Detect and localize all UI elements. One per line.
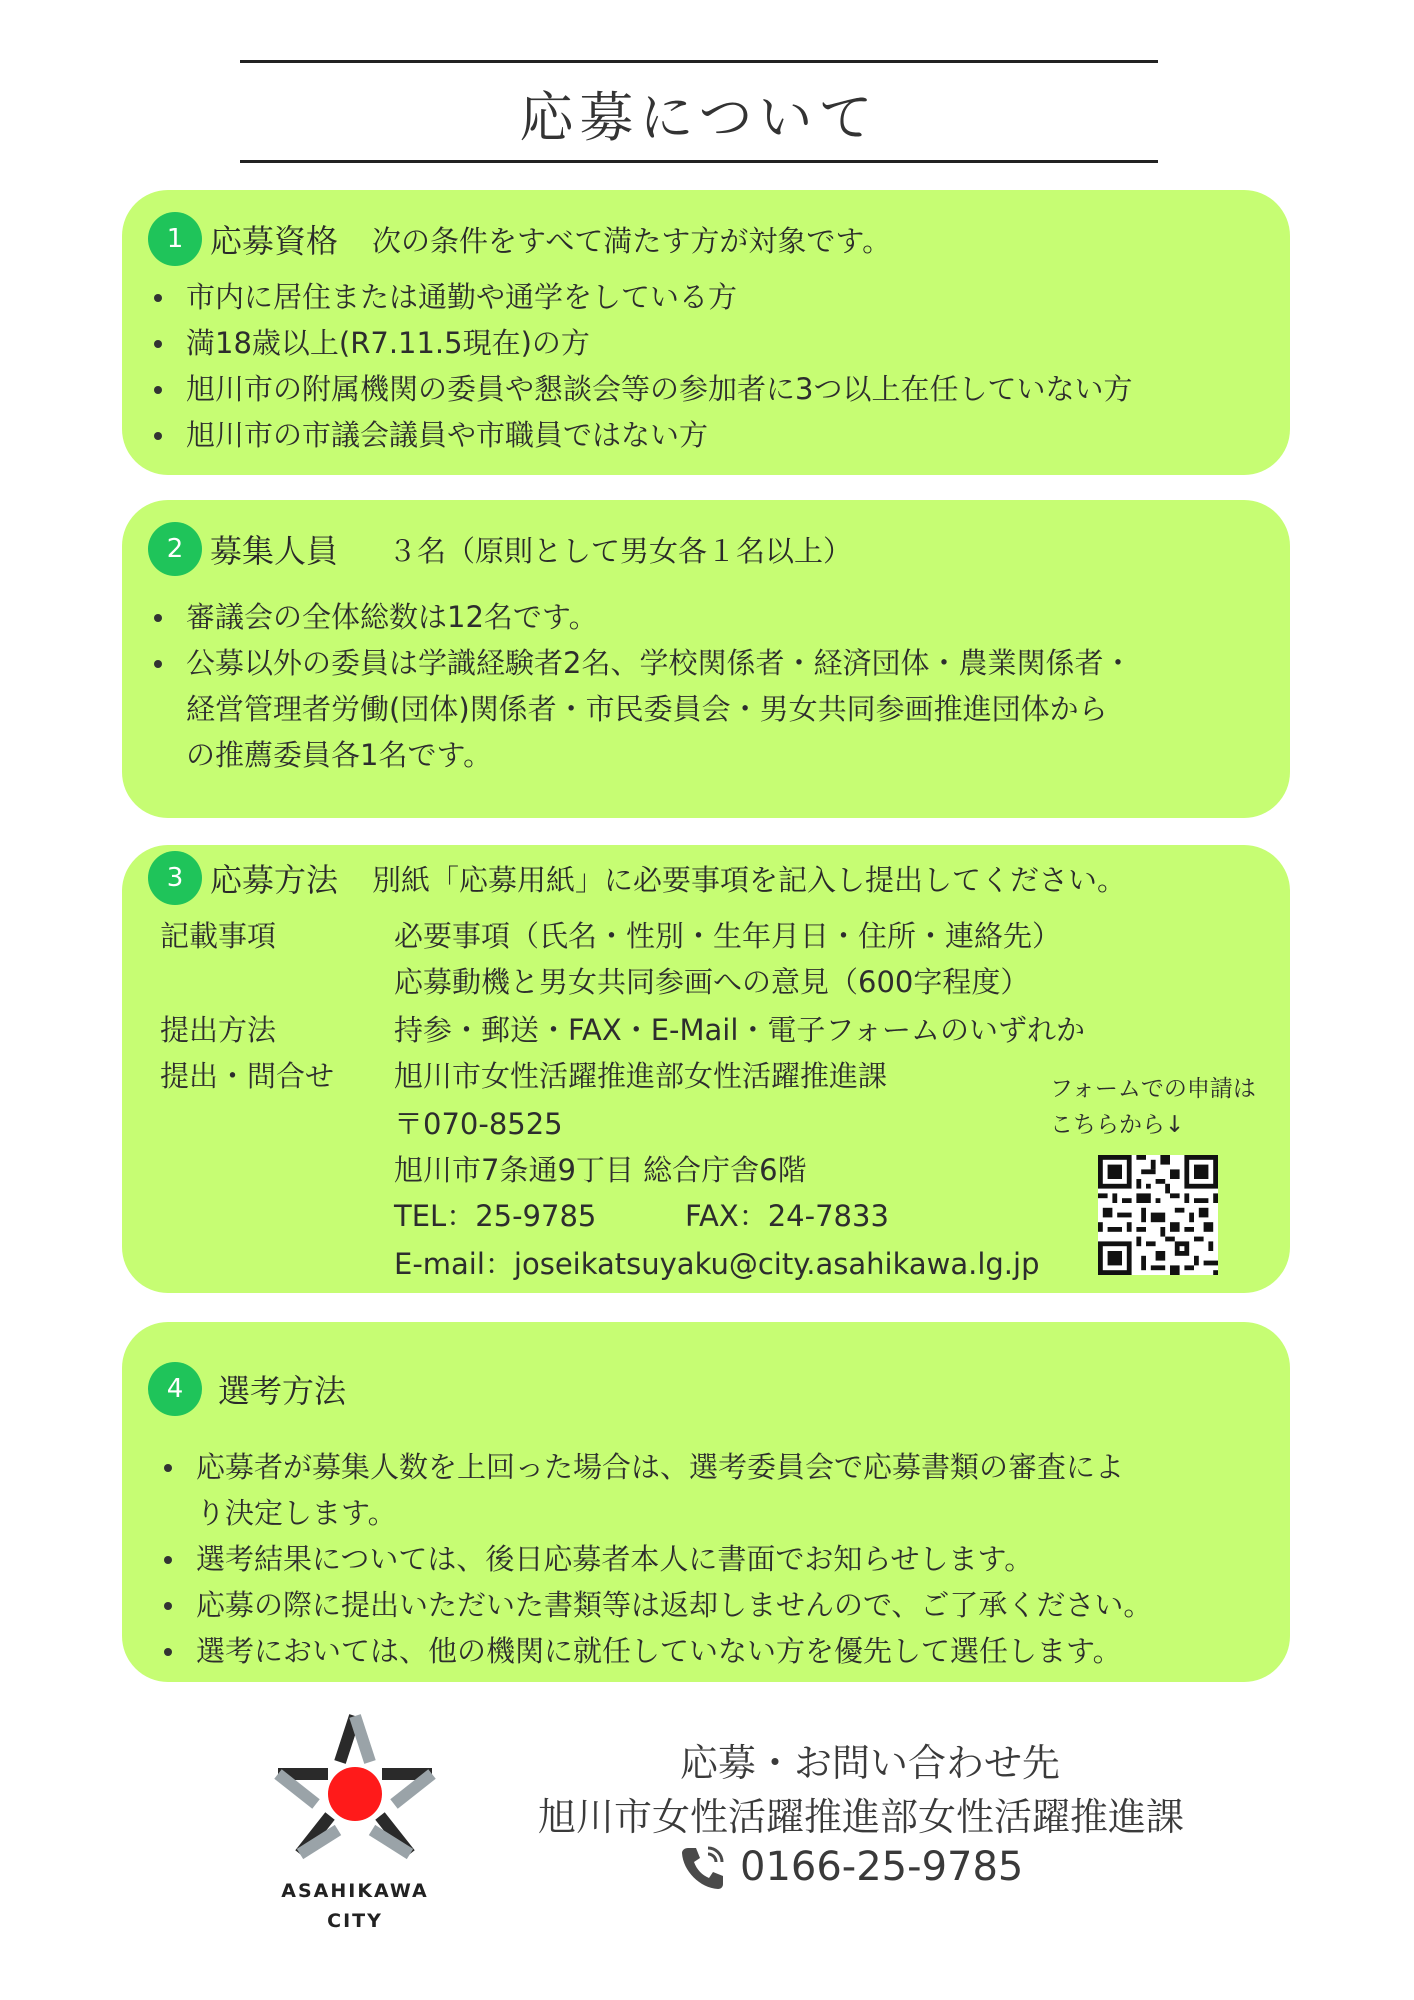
list-item: 市内に居住または通勤や通学をしている方	[150, 274, 1132, 320]
list-item-continued: の推薦委員各1名です。	[186, 738, 493, 772]
qr-note-line-1: フォームでの申請は	[1050, 1076, 1256, 1102]
logo-text-asahikawa: ASAHIKAWA	[281, 1880, 429, 1902]
section-note: 次の条件をすべて満たす方が対象です。	[372, 223, 892, 258]
items-line-1: 必要事項（氏名・性別・生年月日・住所・連絡先）	[394, 919, 1062, 953]
section-note: 別紙「応募用紙」に必要事項を記入し提出してください。	[372, 862, 1127, 897]
list-item: 満18歳以上(R7.11.5現在)の方	[150, 320, 1132, 366]
footer-department: 旭川市女性活躍推進部女性活躍推進課	[538, 1795, 1185, 1839]
selection-heading	[148, 1362, 346, 1416]
contact-email[interactable]: E-mail：joseikatsuyaku@city.asahikawa.lg.jp	[394, 1247, 1040, 1281]
label-items: 記載事項	[160, 919, 277, 953]
contact-zip: 〒070-8525	[394, 1107, 563, 1141]
qr-code-icon[interactable]	[1098, 1155, 1218, 1275]
logo-text-city: CITY	[327, 1910, 383, 1932]
section-number-badge: 1	[148, 212, 202, 266]
list-item: 旭川市の市議会議員や市職員ではない方	[150, 412, 1132, 458]
selection-list	[160, 1444, 1124, 1490]
contact-address: 旭川市7条通9丁目 総合庁舎6階	[394, 1153, 807, 1187]
recruit-heading	[148, 522, 852, 576]
list-item: 審議会の全体総数は12名です。	[150, 594, 1132, 640]
title-bottom-rule	[240, 160, 1158, 163]
asahikawa-city-logo	[270, 1712, 440, 1862]
selection-card	[122, 1322, 1290, 1682]
page-title: 応募について	[519, 86, 879, 149]
items-line-2: 応募動機と男女共同参画への意見（600字程度）	[394, 965, 1030, 999]
section-title: 募集人員	[210, 532, 339, 570]
method-heading	[148, 851, 1126, 905]
footer-phone-row	[678, 1842, 1023, 1892]
contact-tel: TEL：25-9785	[394, 1199, 597, 1233]
phone-icon	[678, 1842, 728, 1892]
eligibility-heading	[148, 212, 891, 266]
section-number-badge: 2	[148, 522, 202, 576]
section-number-badge: 3	[148, 851, 202, 905]
section-title: 応募資格	[210, 222, 339, 260]
list-item: 選考結果については、後日応募者本人に書面でお知らせします。	[160, 1536, 1152, 1582]
eligibility-card	[122, 190, 1290, 475]
contact-fax: FAX：24-7833	[685, 1199, 889, 1233]
footer-phone-number[interactable]: 0166-25-9785	[740, 1844, 1024, 1890]
list-item: 選考においては、他の機関に就任していない方を優先して選任します。	[160, 1628, 1152, 1674]
list-item-continued: り決定します。	[196, 1496, 397, 1530]
list-item: 公募以外の委員は学識経験者2名、学校関係者・経済団体・農業関係者・	[150, 640, 1132, 686]
recruit-card	[122, 500, 1290, 818]
list-item: 応募の際に提出いただいた書類等は返却しませんので、ご了承ください。	[160, 1582, 1152, 1628]
contact-department: 旭川市女性活躍推進部女性活躍推進課	[394, 1059, 888, 1093]
section-note: ３名（原則として男女各１名以上）	[388, 533, 853, 568]
section-title: 応募方法	[210, 861, 339, 899]
title-top-rule	[240, 60, 1158, 63]
list-item-continued: 経営管理者労働(団体)関係者・市民委員会・男女共同参画推進団体から	[186, 692, 1108, 726]
selection-list-2	[160, 1536, 1152, 1674]
recruit-list	[150, 594, 1132, 686]
eligibility-list	[150, 274, 1132, 458]
list-item: 応募者が募集人数を上回った場合は、選考委員会で応募書類の審査によ	[160, 1444, 1124, 1490]
section-title: 選考方法	[218, 1372, 347, 1410]
qr-note-line-2: こちらから↓	[1050, 1112, 1185, 1138]
footer-heading: 応募・お問い合わせ先	[680, 1741, 1061, 1785]
method-card	[122, 845, 1290, 1293]
section-number-badge: 4	[148, 1362, 202, 1416]
label-submit: 提出方法	[160, 1013, 277, 1047]
label-contact: 提出・問合せ	[160, 1059, 335, 1093]
submit-value: 持参・郵送・FAX・E-Mail・電子フォームのいずれか	[394, 1013, 1085, 1047]
list-item: 旭川市の附属機関の委員や懇談会等の参加者に3つ以上在任していない方	[150, 366, 1132, 412]
